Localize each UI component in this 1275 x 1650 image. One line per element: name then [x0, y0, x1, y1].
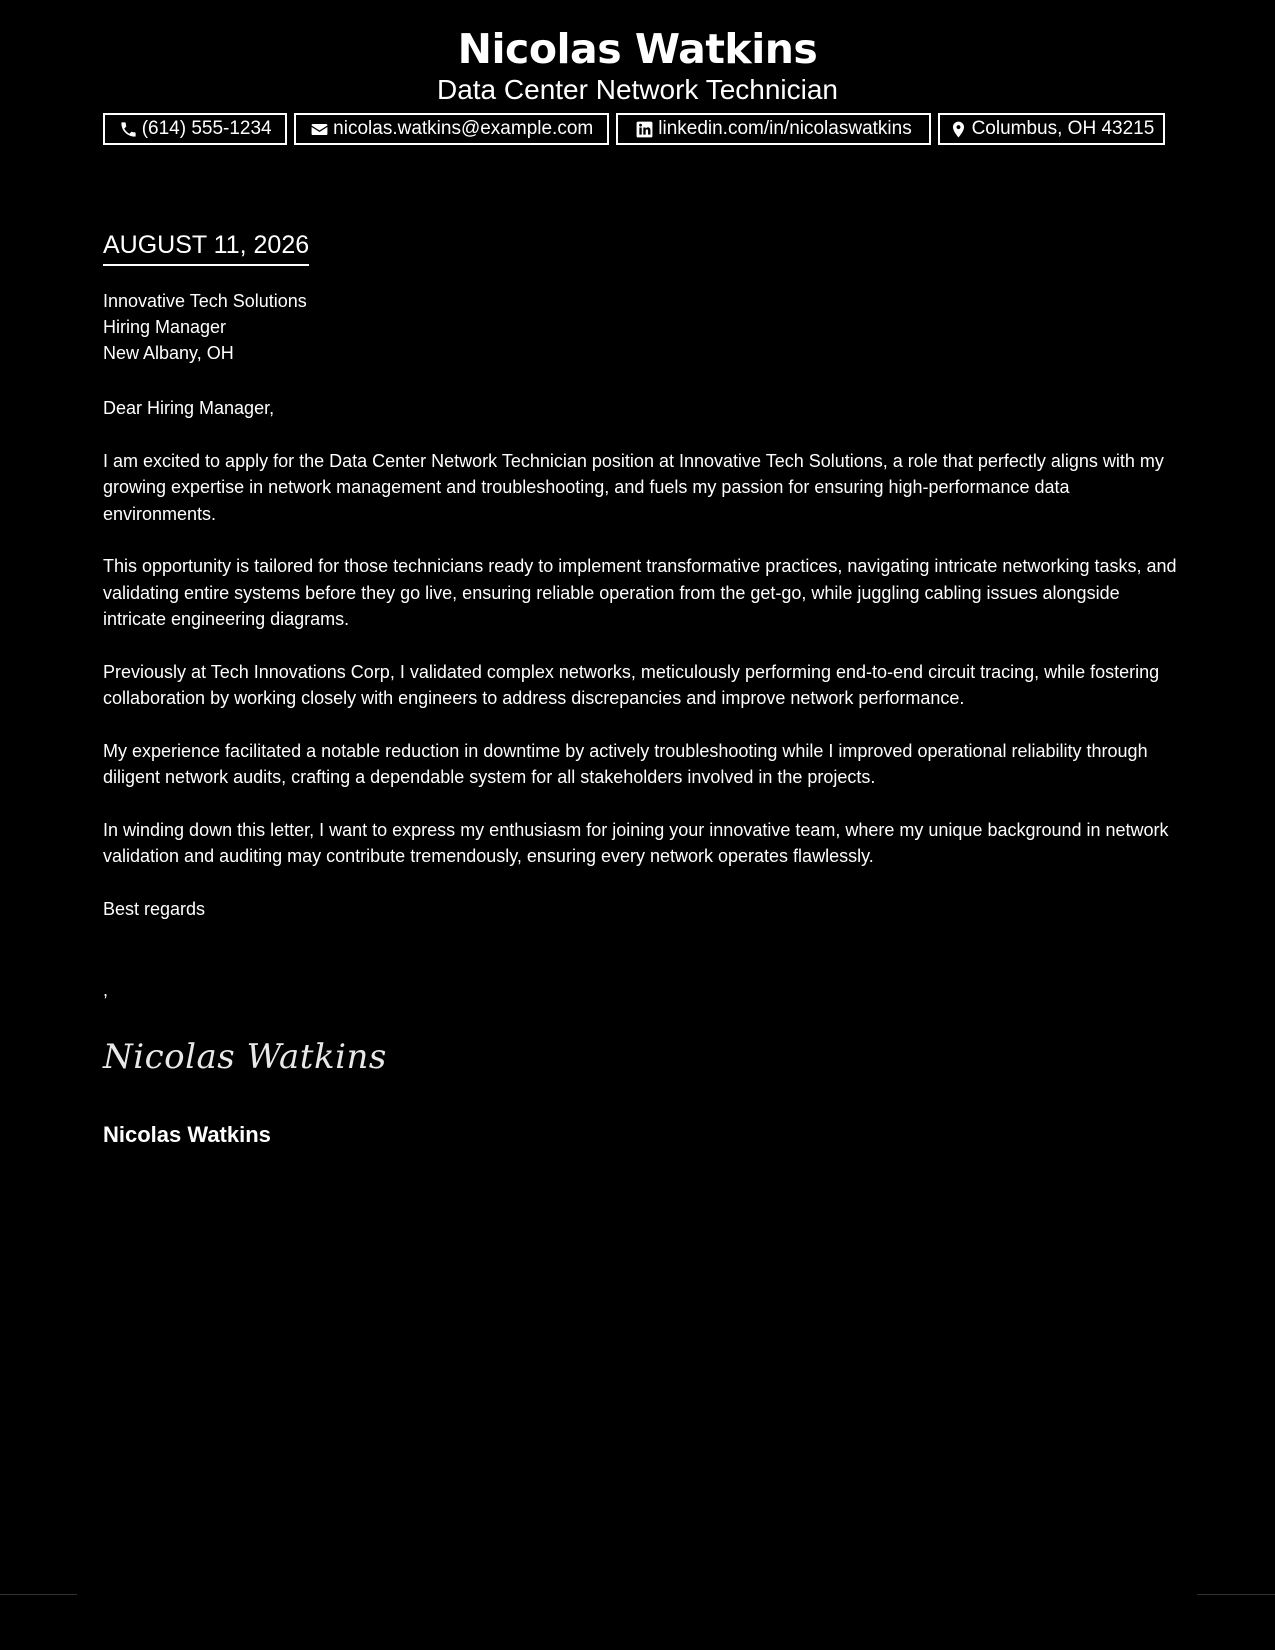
linkedin-icon	[635, 120, 654, 139]
phone-icon	[119, 120, 138, 139]
body-paragraph: Previously at Tech Innovations Corp, I validated complex networks, meticulously performing end-to-end circuit tracing, while fostering collaboration by working closely with engineers to address discrepancies and improve network performance.	[103, 661, 1160, 708]
contact-phone-text: (614) 555-1234	[141, 118, 272, 139]
letter-date: AUGUST 11, 2026	[103, 229, 309, 266]
recipient-role: Hiring Manager	[103, 317, 227, 337]
map-marker-icon	[949, 120, 968, 139]
recipient-company: Innovative Tech Solutions	[103, 291, 307, 311]
letter-header	[0, 22, 1275, 106]
body-paragraph: This opportunity is tailored for those technicians ready to implement transformative practices, navigating intricate networking tasks, and validating entire systems before they go live, ensuring reliable operation from the get-go, while juggling cabling issues alongside intricate engineering diagrams.	[103, 556, 1177, 629]
handwritten-signature: Nicolas Watkins	[103, 1037, 387, 1077]
page-corner-mark-left	[0, 1594, 77, 1595]
contact-email[interactable]	[294, 113, 609, 145]
recipient-block	[103, 288, 307, 366]
contact-location-text: Columbus, OH 43215	[971, 118, 1155, 139]
closing-comma: ,	[103, 980, 109, 1000]
applicant-job-title: Data Center Network Technician	[436, 74, 838, 105]
signer-name: Nicolas Watkins	[103, 1122, 271, 1147]
body-paragraph: In winding down this letter, I want to express my enthusiasm for joining your innovative team, where my unique background in network validation and auditing may contribute tremendously, ensuring every network operates flawlessly.	[103, 819, 1169, 866]
closing: Best regards	[103, 898, 206, 919]
envelope-icon	[310, 120, 329, 139]
contact-linkedin-text: linkedin.com/in/nicolaswatkins	[658, 118, 912, 139]
contact-location[interactable]	[938, 113, 1165, 145]
contact-phone[interactable]	[103, 113, 287, 145]
salutation: Dear Hiring Manager,	[103, 398, 275, 418]
applicant-name: Nicolas Watkins	[457, 25, 818, 73]
recipient-location: New Albany, OH	[103, 343, 234, 363]
page-corner-mark-right	[1197, 1594, 1275, 1595]
letter-body	[103, 395, 1178, 948]
contact-linkedin[interactable]	[616, 113, 931, 145]
contact-email-text: nicolas.watkins@example.com	[333, 118, 594, 139]
contact-bar	[103, 113, 1165, 145]
body-paragraph: My experience facilitated a notable reduction in downtime by actively troubleshooting while I improved operational reliability through diligent network audits, crafting a dependable system for all stakeholders involved in the projects.	[103, 740, 1148, 787]
body-paragraph: I am excited to apply for the Data Center Network Technician position at Innovative Tech Solutions, a role that perfectly aligns with my growing expertise in network management and troubleshooting, and fuels my passion for ensuring high-performance data environments.	[103, 450, 1164, 524]
